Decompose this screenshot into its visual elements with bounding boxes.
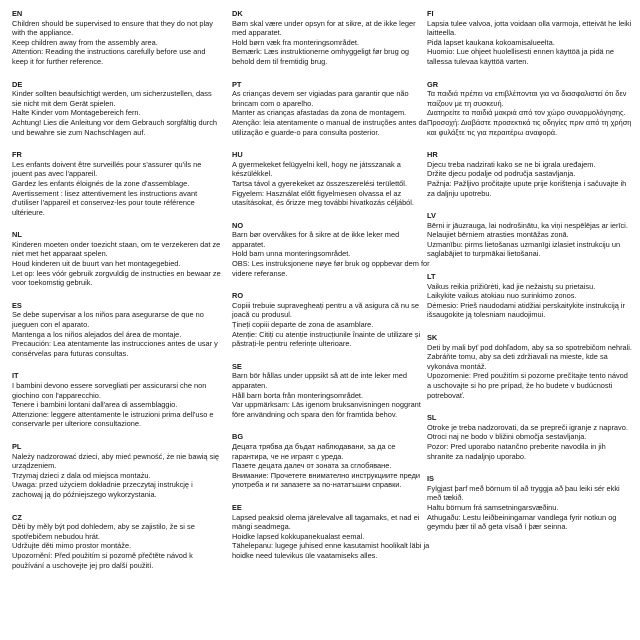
language-code: IS [427,474,434,484]
language-section-bg [232,432,432,490]
language-section-pl [12,442,222,500]
instruction-text: Pidä lapset kaukana kokoamisalueelta. [427,37,555,47]
instruction-text: Children should be supervised to ensure that they do not play with the appliance. [12,18,213,38]
instruction-text: Vaikus reikia prižiūrėti, kad jie nežaistų su prietaisu. [427,281,596,291]
language-code: SE [232,361,242,371]
instruction-text: Udržujte děti mimo prostor montáže. [12,541,132,551]
attention-text: OBS: Les instruksjonene nøye før bruk og oppbevar dem for videre referanse. [232,259,430,278]
attention-text: Uzmanību: pirms lietošanas uzmanīgi izlasiet instrukciju un saglabājiet to turpmākai lietošanai. [427,239,621,259]
language-section-is [427,474,633,532]
language-section-gr [427,80,633,138]
language-code: SK [427,333,438,343]
instruction-text: Kinderen moeten onder toezicht staan, om te verzekeren dat ze niet met het apparaat spelen. [12,239,221,259]
attention-text: Atenção: leia atentamente o manual de instruções antes da utilização e guarde-o para consulta posterior. [232,117,427,137]
language-code: LV [427,211,436,221]
language-code: PT [232,79,242,89]
attention-text: Dėmesio: Prieš naudodami atidžiai perskaitykite instrukciją ir išsaugokite ją tolesniam naudojimui. [427,300,625,320]
instruction-text: Tenere i bambini lontani dall'area di assemblaggio. [12,400,178,410]
attention-text: Upozornenie: Pred použitím si pozorne prečítajte tento návod a uschovajte si ho pre prípad, že ho budete v budúcnosti potrebovať. [427,371,628,400]
language-code: LT [427,272,436,282]
column-middle [232,9,432,574]
language-section-lv [427,211,633,259]
instruction-text: Djecu treba nadzirati kako se ne bi igrala uređajem. [427,159,596,169]
instruction-text: Należy nadzorować dzieci, aby mieć pewność, że nie bawią się urządzeniem. [12,451,220,471]
language-section-ee [232,503,432,561]
language-code: BG [232,432,244,442]
instruction-text: Hold barn unna monteringsområdet. [232,249,351,259]
language-section-fr [12,150,222,217]
attention-text: Uwaga: przed użyciem dokładnie przeczytaj instrukcję i zachowaj ją do późniejszego wykorzystania. [12,480,193,499]
language-code: HU [232,150,243,160]
instruction-text: Deti by mali byť pod dohľadom, aby sa so spotrebičom nehrali. [427,342,632,352]
language-section-pt [232,80,432,138]
language-section-se [232,362,432,420]
instruction-text: Τα παιδιά πρέπει να επιβλέπονται για να διασφαλιστεί ότι δεν παίζουν με τη συσκευή. [427,89,627,108]
language-section-sk [427,333,633,400]
instruction-text: Hoidke lapsed kokkupanekualast eemal. [232,531,365,541]
language-section-ro [232,291,432,349]
instruction-text: Laikykite vaikus atokiau nuo surinkimo zonos. [427,291,577,301]
language-code: EN [12,9,23,18]
instruction-text: Trzymaj dzieci z dala od miejsca montażu. [12,470,151,480]
language-section-es [12,301,222,359]
instruction-text: Fylgjast þarf með börnum til að tryggja að þau leiki sér ekki með tækið. [427,483,620,503]
language-code: IT [12,371,19,381]
language-section-lt [427,272,633,320]
language-section-hu [232,150,432,208]
attention-text: Upozornění: Před použitím si pozorně přečtěte návod k používání a uschovejte jej pro další použití. [12,550,193,570]
instruction-text: Zabráňte tomu, aby sa deti zdržiavali na mieste, kde sa vykonáva montáž. [427,352,608,371]
attention-text: Pažnja: Pažljivo pročitajte upute prije korištenja i sačuvajte ih za daljnju upotrebu. [427,178,627,198]
instruction-text: Se debe supervisar a los niños para asegurarse de que no jueguen con el aparato. [12,310,204,330]
attention-text: Bemærk: Læs instruktionerne omhyggeligt før brug og behold dem til fremtidig brug. [232,47,410,66]
instruction-text: Lapsed peaksid olema järelevalve all tagamaks, et nad ei mängi seadmega. [232,512,420,532]
language-section-dk [232,9,432,67]
language-code: FI [427,9,434,18]
attention-text: Atenție: Citiți cu atenție instrucțiunile înainte de utilizare și păstrați-le pentru referințe ulterioare. [232,329,421,349]
attention-text: Huomio: Lue ohjeet huolellisesti ennen käyttöä ja pidä ne tallessa tulevaa käyttöä varten. [427,47,614,66]
instruction-text: Les enfants doivent être surveillés pour s'assurer qu'ils ne jouent pas avec l'appareil. [12,159,202,179]
language-code: GR [427,79,439,89]
language-code: SL [427,413,437,423]
language-section-no [232,221,432,279]
instruction-text: Barn bör hållas under uppsikt så att de inte leker med apparaten. [232,371,408,390]
language-code: PL [12,441,22,451]
instruction-text: Děti by měly být pod dohledem, aby se zajistilo, že si se spotřebičem nebudou hrát. [12,522,195,541]
instruction-text: Copiii trebuie supravegheați pentru a vă asigura că nu se joacă cu produsul. [232,300,419,320]
attention-text: Внимание: Прочетете внимателно инструкциите преди употреба и ги запазете за по-нататъшни справки. [232,470,421,490]
instruction-text: Børn skal være under opsyn for at sikre, at de ikke leger med apparatet. [232,18,416,38]
instruction-text: Țineți copiii departe de zona de asamblare. [232,320,374,330]
language-code: EE [232,502,242,512]
instruction-text: Halte Kinder vom Montagebereich fern. [12,108,141,118]
attention-text: Var uppmärksam: Läs igenom bruksanvisningen noggrant före användning och spara den för framtida behov. [232,400,421,419]
instruction-text: Barn bør overvåkes for å sikre at de ikke leker med apparatet. [232,230,400,249]
instruction-text: Gardez les enfants éloignés de la zone d'assemblage. [12,178,190,188]
language-section-de [12,80,222,138]
instruction-text: Manter as crianças afastadas da zona de montagem. [232,108,407,118]
language-section-cz [12,513,222,571]
language-section-hr [427,150,633,198]
language-code: RO [232,291,244,301]
column-right [427,9,633,545]
instruction-text: Διατηρείτε τα παιδιά μακριά από τον χώρο συναρμολόγησης. [427,108,626,118]
instruction-text: Håll barn borta från monteringsområdet. [232,390,364,400]
attention-text: Προσοχή: Διαβάστε προσεκτικά τις οδηγίες πριν από τη χρήση και φυλάξτε τις για περαιτέρω αναφορά. [427,117,632,137]
attention-text: Precaución: Lea atentamente las instrucciones antes de usar y consérvelas para futuras consultas. [12,339,218,358]
attention-text: Let op: lees vóór gebruik zorgvuldig de instructies en bewaar ze voor toekomstig gebruik. [12,268,221,288]
language-code: NL [12,230,22,240]
column-left [12,9,222,583]
language-section-en [12,9,222,67]
attention-text: Figyelem: Használat előtt figyelmesen olvassa el az utasításokat, és őrizze meg további hivatkozás céljából. [232,188,414,208]
instruction-text: Haltu börnum frá samsetningarsvæðinu. [427,502,559,512]
language-section-nl [12,230,222,288]
instruction-text: Otroke je treba nadzorovati, da se prepreči igranje z napravo. [427,422,628,432]
language-code: DE [12,79,23,89]
attention-text: Attention: Reading the instructions carefully before use and keep it for further reference. [12,47,206,66]
instruction-text: Kinder sollten beaufsichtigt werden, um sicherzustellen, dass sie nicht mit dem Gerät spielen. [12,89,212,108]
attention-text: Pozor: Pred uporabo natančno preberite navodila in jih shranite za nadaljnjo uporabo. [427,441,606,461]
instruction-text: Bērni ir jāuzrauga, lai nodrošinātu, ka viņi nespēlējas ar ierīci. [427,220,628,230]
instruction-text: Tartsa távol a gyerekeket az összeszerelési területtől. [232,178,407,188]
language-code: ES [12,300,22,310]
instruction-text: Hold børn væk fra monteringsområdet. [232,37,359,47]
instruction-text: A gyermekeket felügyelni kell, hogy ne játsszanak a készülékkel. [232,159,401,179]
instruction-text: Držite djecu podalje od područja sastavljanja. [427,169,576,179]
instruction-text: Houd kinderen uit de buurt van het montagegebied. [12,259,181,269]
attention-text: Attenzione: leggere attentamente le istruzioni prima dell'uso e conservarle per ulteriore consultazione. [12,409,214,429]
instruction-text: As crianças devem ser vigiadas para garantir que não brincam com o aparelho. [232,89,409,108]
language-section-it [12,371,222,429]
instruction-text: I bambini devono essere sorvegliati per assicurarsi che non giochino con l'apparecchio. [12,381,207,400]
attention-text: Athugaðu: Lestu leiðbeiningarnar vandlega fyrir notkun og geymdu þær til að geta vísað í þær seinna. [427,512,617,532]
instruction-text: Децата трябва да бъдат наблюдавани, за да се гарантира, че не играят с уреда. [232,441,396,461]
instruction-text: Otroci naj ne bodo v bližini območja sestavljanja. [427,432,587,442]
language-code: FR [12,150,22,160]
instruction-text: Nelaujiet bērniem atrasties montāžas zonā. [427,230,569,240]
attention-text: Avertissement : lisez attentivement les instructions avant d'utiliser l'appareil et conservez-les pour toute référence ultérieure. [12,188,198,217]
attention-text: Achtung! Lies die Anleitung vor dem Gebrauch sorgfältig durch und bewahre sie zum Nachschlagen auf. [12,117,218,137]
language-code: CZ [12,512,22,522]
instruction-text: Keep children away from the assembly area. [12,37,158,47]
language-code: DK [232,9,243,18]
language-code: HR [427,150,438,160]
language-code: NO [232,220,244,230]
language-section-sl [427,413,633,461]
language-section-fi [427,9,633,67]
instruction-text: Mantenga a los niños alejados del área de montaje. [12,329,182,339]
instruction-text: Lapsia tulee valvoa, jotta voidaan olla varmoja, etteivät he leiki laitteella. [427,18,632,38]
instruction-text: Пазете децата далеч от зоната за сглобяване. [232,461,392,471]
attention-text: Tähelepanu: lugege juhised enne kasutamist hoolikalt läbi ja hoidke need tulevikus üle vaatamiseks alles. [232,541,430,560]
